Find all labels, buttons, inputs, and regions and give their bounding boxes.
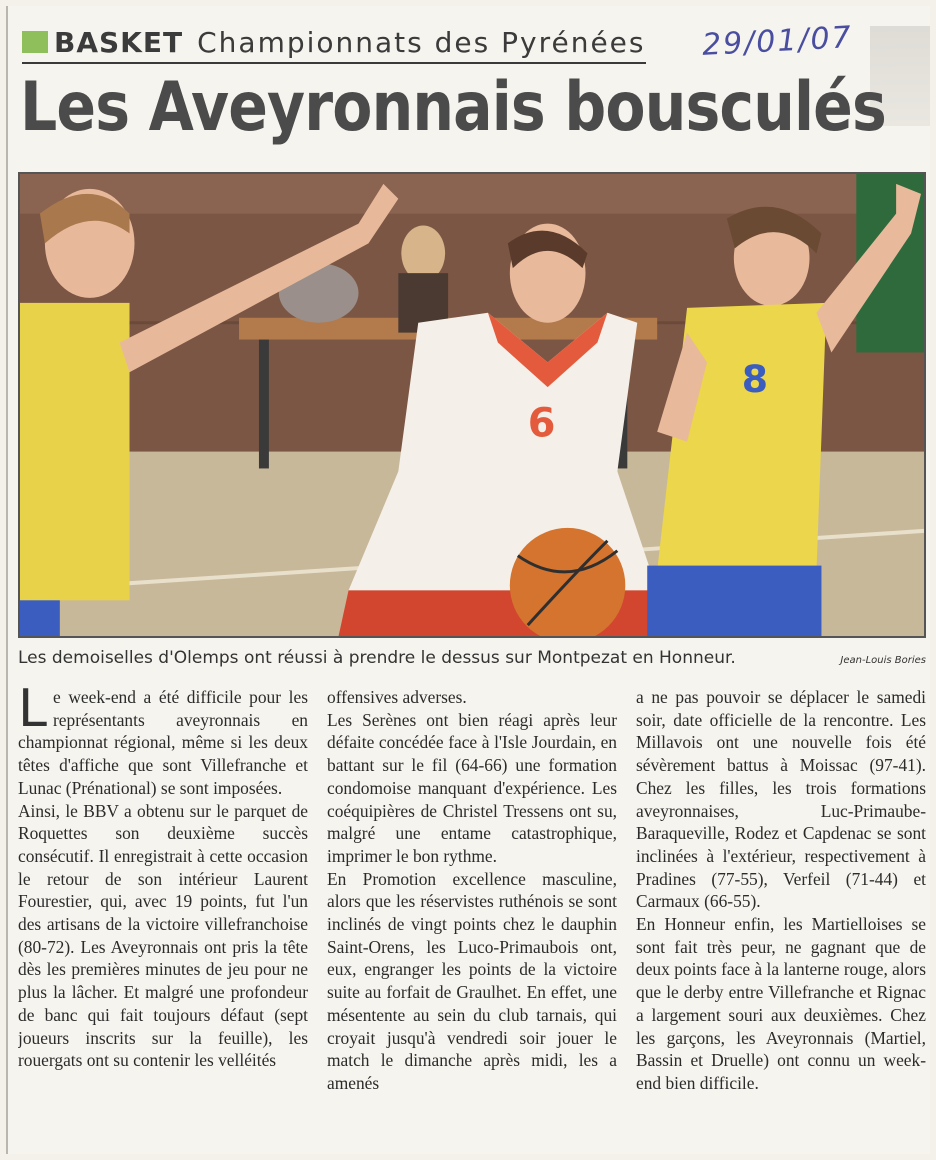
paragraph: a ne pas pouvoir se déplacer le samedi soir, date officielle de la rencontre. Les Millavois ont une nouvelle fois été sévèrement battus à Moissac (97-41). Chez les filles, les trois formations aveyronnaises, Luc-Primaube-Baraqueville, Rodez et Capdenac se sont inclinées à l'extérieur, respectivement à Pradines (77-55), Verfeil (71-44) et Carmaux (66-55). — [636, 687, 926, 912]
section-name: BASKET — [54, 25, 184, 59]
paragraph: Les Serènes ont bien réagi après leur défaite concédée face à l'Isle Jourdain, en battant sur le fil (64-66) une formation condomoise manquant d'expérience. Les coéquipières de Christel Tressens ont su, malgré une entame catastrophique, imprimer le bon rythme. — [327, 709, 617, 866]
section-kicker — [22, 24, 646, 64]
section-topic: Championnats des Pyrénées — [197, 25, 646, 59]
section-color-marker — [22, 31, 48, 53]
article-column-3 — [636, 686, 926, 1154]
article-column-2 — [327, 686, 617, 1154]
paragraph: En Promotion excellence masculine, alors que les réservistes ruthénois se sont inclinés de vingt points chez le dauphin Saint-Orens, les Luco-Primaubois ont, eux, engranger les points de la victoire suite au forfait de Graulhet. En effet, une mésentente au sein du club tarnais, qui croyait jusqu'à vendredi soir jouer le match le dimanche après midi, les a amenés — [327, 868, 617, 1093]
jersey-number-6: 6 — [527, 400, 556, 447]
article-headline: Les Aveyronnais bousculés — [20, 68, 886, 147]
paragraph: e week-end a été difficile pour les représentants aveyronnais en championnat régional, même si les deux têtes d'affiche que sont Villefranche et Lunac (Prénational) se sont imposées. — [18, 687, 308, 798]
photo-caption: Les demoiselles d'Olemps ont réussi à prendre le dessus sur Montpezat en Honneur. — [18, 648, 736, 668]
photo-credit: Jean-Louis Bories — [840, 655, 926, 666]
photo-caption-row — [18, 648, 926, 668]
paragraph: Ainsi, le BBV a obtenu sur le parquet de Roquettes son deuxième succès consécutif. Il enregistrait à cette occasion le retour de son intérieur Laurent Fourestier, qui, avec 19 points, fut l'un des artisans de la victoire villefranchoise (80-72). Les Aveyronnais ont pris la tête dès les premières minutes de jeu pour ne plus la lâcher. Et malgré une profondeur de banc qui fait toujours défaut (sept joueurs inscrits sur la feuille), les rouergats ont su contenir les velléités — [18, 800, 308, 1071]
paragraph: En Honneur enfin, les Martielloises se sont fait très peur, ne gagnant que de deux points face à la lanterne rouge, alors que le derby entre Villefranche et Rignac a largement souri aux deuxièmes. Chez les garçons, les Aveyronnais (Martiel, Bassin et Druelle) ont connu un week-end bien difficile. — [636, 914, 926, 1093]
article-photo — [18, 172, 926, 638]
jersey-number-8: 8 — [741, 357, 769, 402]
article-column-1 — [18, 686, 308, 1154]
handwritten-date: 29/01/07 — [701, 20, 854, 63]
paragraph: offensives adverses. — [327, 687, 467, 707]
basketball-photo-illustration — [20, 174, 924, 636]
article-body — [18, 686, 926, 1154]
newspaper-clipping — [6, 6, 930, 1154]
drop-cap: L — [18, 686, 47, 739]
